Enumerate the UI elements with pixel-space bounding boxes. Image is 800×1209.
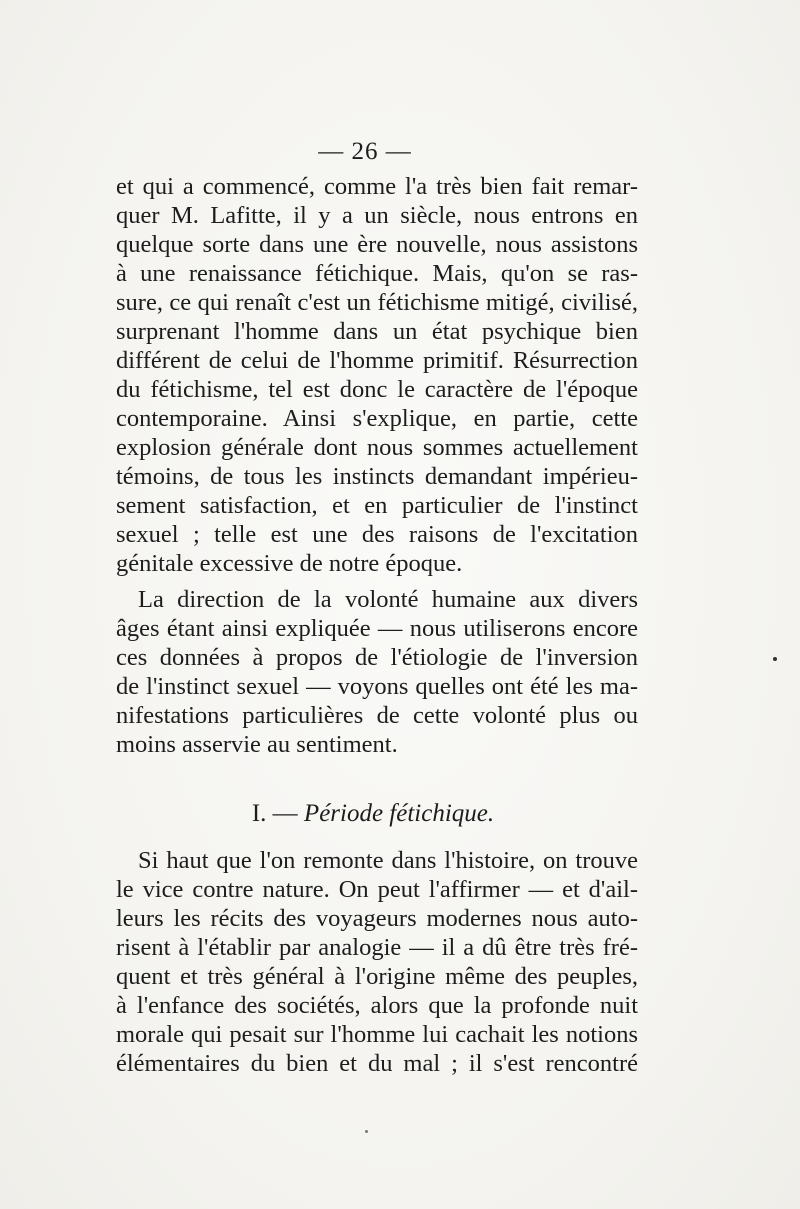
text-line: âges étant ainsi expliquée — nous utiliserons encore bbox=[116, 615, 638, 642]
text-line: La direction de la volonté humaine aux divers bbox=[138, 586, 638, 613]
text-line: quent et très général à l'origine même des peuples, bbox=[116, 963, 638, 990]
text-line: surprenant l'homme dans un état psychique bien bbox=[116, 318, 638, 345]
page-number: — 26 — bbox=[318, 138, 412, 165]
paragraph-1 bbox=[116, 172, 638, 578]
section-heading bbox=[0, 800, 746, 828]
text-line: quelque sorte dans une ère nouvelle, nous assistons bbox=[116, 231, 638, 258]
text-line: leurs les récits des voyageurs modernes nous auto- bbox=[116, 905, 638, 932]
text-line: le vice contre nature. On peut l'affirmer — et d'ail- bbox=[116, 876, 638, 903]
text-line: explosion générale dont nous sommes actuellement bbox=[116, 434, 638, 461]
paragraph-2 bbox=[116, 585, 638, 759]
text-line: de l'instinct sexuel — voyons quelles ont été les ma- bbox=[116, 673, 638, 700]
text-line: nifestations particulières de cette volonté plus ou bbox=[116, 702, 638, 729]
text-line: contemporaine. Ainsi s'explique, en partie, cette bbox=[116, 405, 638, 432]
text-line: Si haut que l'on remonte dans l'histoire, on trouve bbox=[138, 847, 638, 874]
print-speck bbox=[365, 1130, 368, 1133]
text-line: différent de celui de l'homme primitif. Résurrection bbox=[116, 347, 638, 374]
text-line: sexuel ; telle est une des raisons de l'excitation bbox=[116, 521, 638, 548]
text-line: risent à l'établir par analogie — il a dû être très fré- bbox=[116, 934, 638, 961]
section-title: Période fétichique. bbox=[303, 800, 495, 827]
text-line: du fétichisme, tel est donc le caractère de l'époque bbox=[116, 376, 638, 403]
text-line: génitale excessive de notre époque. bbox=[116, 550, 463, 577]
text-line: quer M. Lafitte, il y a un siècle, nous entrons en bbox=[116, 202, 638, 229]
section-dash: — bbox=[272, 800, 298, 827]
text-line: sure, ce qui renaît c'est un fétichisme mitigé, civilisé, bbox=[116, 289, 638, 316]
text-line: moins asservie au sentiment. bbox=[116, 731, 398, 758]
text-line: et qui a commencé, comme l'a très bien fait remar- bbox=[116, 173, 638, 200]
print-speck bbox=[773, 657, 777, 661]
text-line: à une renaissance fétichique. Mais, qu'on se ras- bbox=[116, 260, 638, 287]
text-line: élémentaires du bien et du mal ; il s'est rencontré bbox=[116, 1050, 638, 1077]
text-line: sement satisfaction, et en particulier de l'instinct bbox=[116, 492, 638, 519]
text-line: morale qui pesait sur l'homme lui cachait les notions bbox=[116, 1021, 638, 1048]
text-line: ces données à propos de l'étiologie de l'inversion bbox=[116, 644, 638, 671]
text-line: à l'enfance des sociétés, alors que la profonde nuit bbox=[116, 992, 638, 1019]
paragraph-3 bbox=[116, 846, 638, 1078]
text-line: témoins, de tous les instincts demandant impérieu- bbox=[116, 463, 638, 490]
section-numeral: I. bbox=[251, 800, 267, 827]
